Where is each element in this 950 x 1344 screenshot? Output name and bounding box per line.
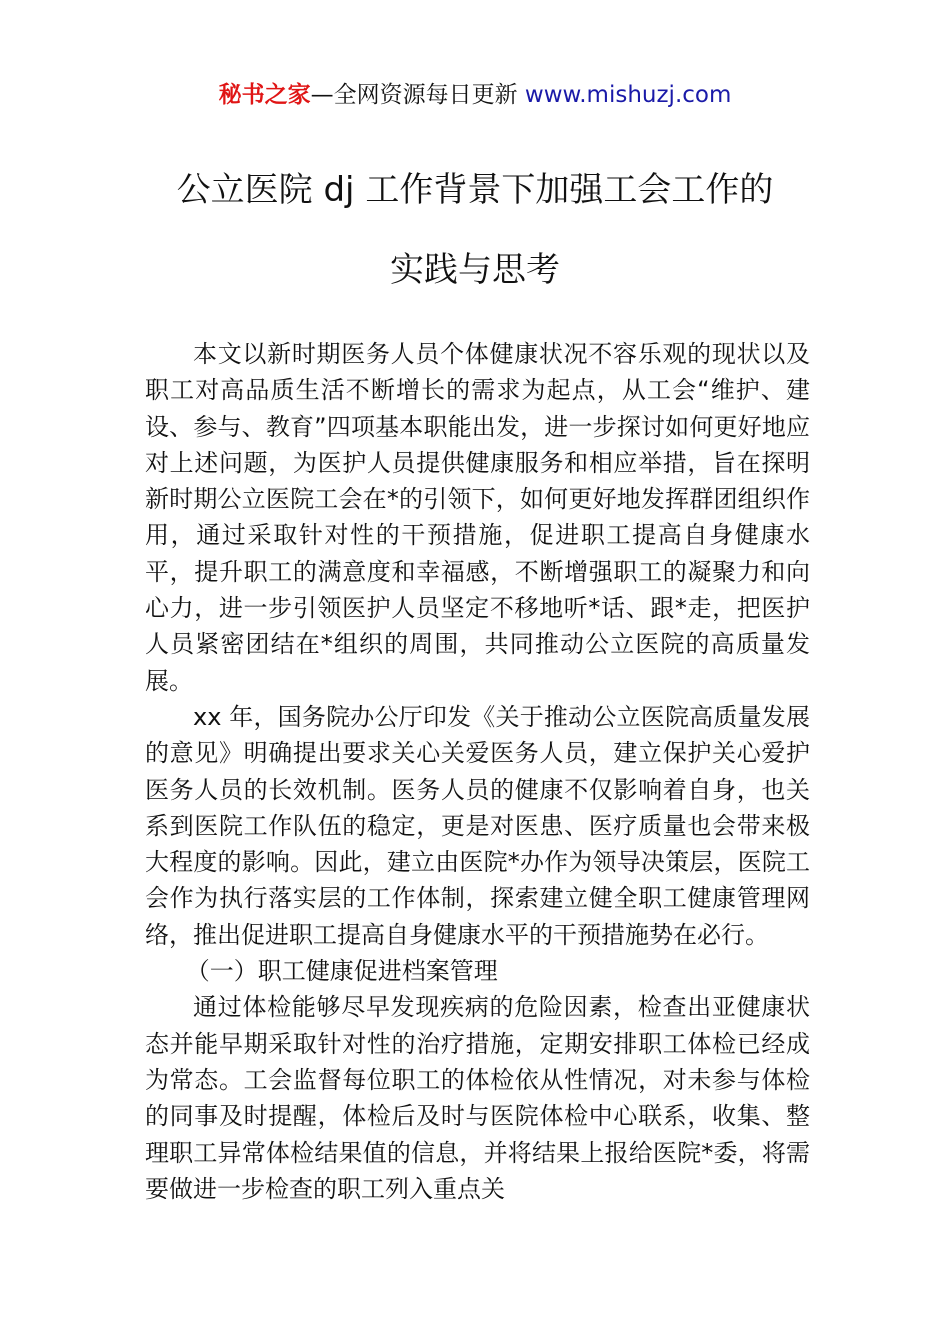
paragraph-policy: xx 年，国务院办公厅印发《关于推动公立医院高质量发展的意见》明确提出要求关心关爱医务人员，建立保护关心爱护医务人员的长效机制。医务人员的健康不仅影响着自身，也关系到医院工作队伍的稳定，更是对医患、医疗质量也会带来极大程度的影响。因此，建立由医院*办作为领导决策层，医院工会作为执行落实层的工作体制，探索建立健全职工健康管理网络，推出促进职工提高自身健康水平的干预措施势在必行。 <box>145 702 810 949</box>
site-header <box>0 78 950 112</box>
title-line-1: 公立医院 dj 工作背景下加强工会工作的 <box>176 170 774 210</box>
brand-name: 秘书之家 <box>218 82 311 108</box>
paragraph-intro: 本文以新时期医务人员个体健康状况不容乐观的现状以及职工对高品质生活不断增长的需求为起点，从工会“维护、建设、参与、教育”四项基本职能出发，进一步探讨如何更好地应对上述问题，为医护人员提供健康服务和相应举措，旨在探明新时期公立医院工会在*的引领下，如何更好地发挥群团组织作用，通过采取针对性的干预措施，促进职工提高自身健康水平，提升职工的满意度和幸福感，不断增强职工的凝聚力和向心力，进一步引领医护人员坚定不移地听*话、跟*走，把医护人员紧密团结在*组织的周围，共同推动公立医院的高质量发展。 <box>145 340 810 695</box>
paragraph-health-records: 通过体检能够尽早发现疾病的危险因素，检查出亚健康状态并能早期采取针对性的治疗措施，定期安排职工体检已经成为常态。工会监督每位职工的体检依从性情况，对未参与体检的同事及时提醒，体检后及时与医院体检中心联系，收集、整理职工异常体检结果值的信息，并将结果上报给医院*委，将需要做进一步检查的职工列入重点关 <box>145 993 810 1203</box>
document-title <box>0 150 950 310</box>
document-body <box>145 336 810 1207</box>
header-tagline: —全网资源每日更新 <box>310 82 525 108</box>
title-line-2: 实践与思考 <box>390 250 560 290</box>
section-heading: （一）职工健康促进档案管理 <box>185 957 498 986</box>
site-url-link[interactable]: www.mishuzj.com <box>524 82 732 108</box>
